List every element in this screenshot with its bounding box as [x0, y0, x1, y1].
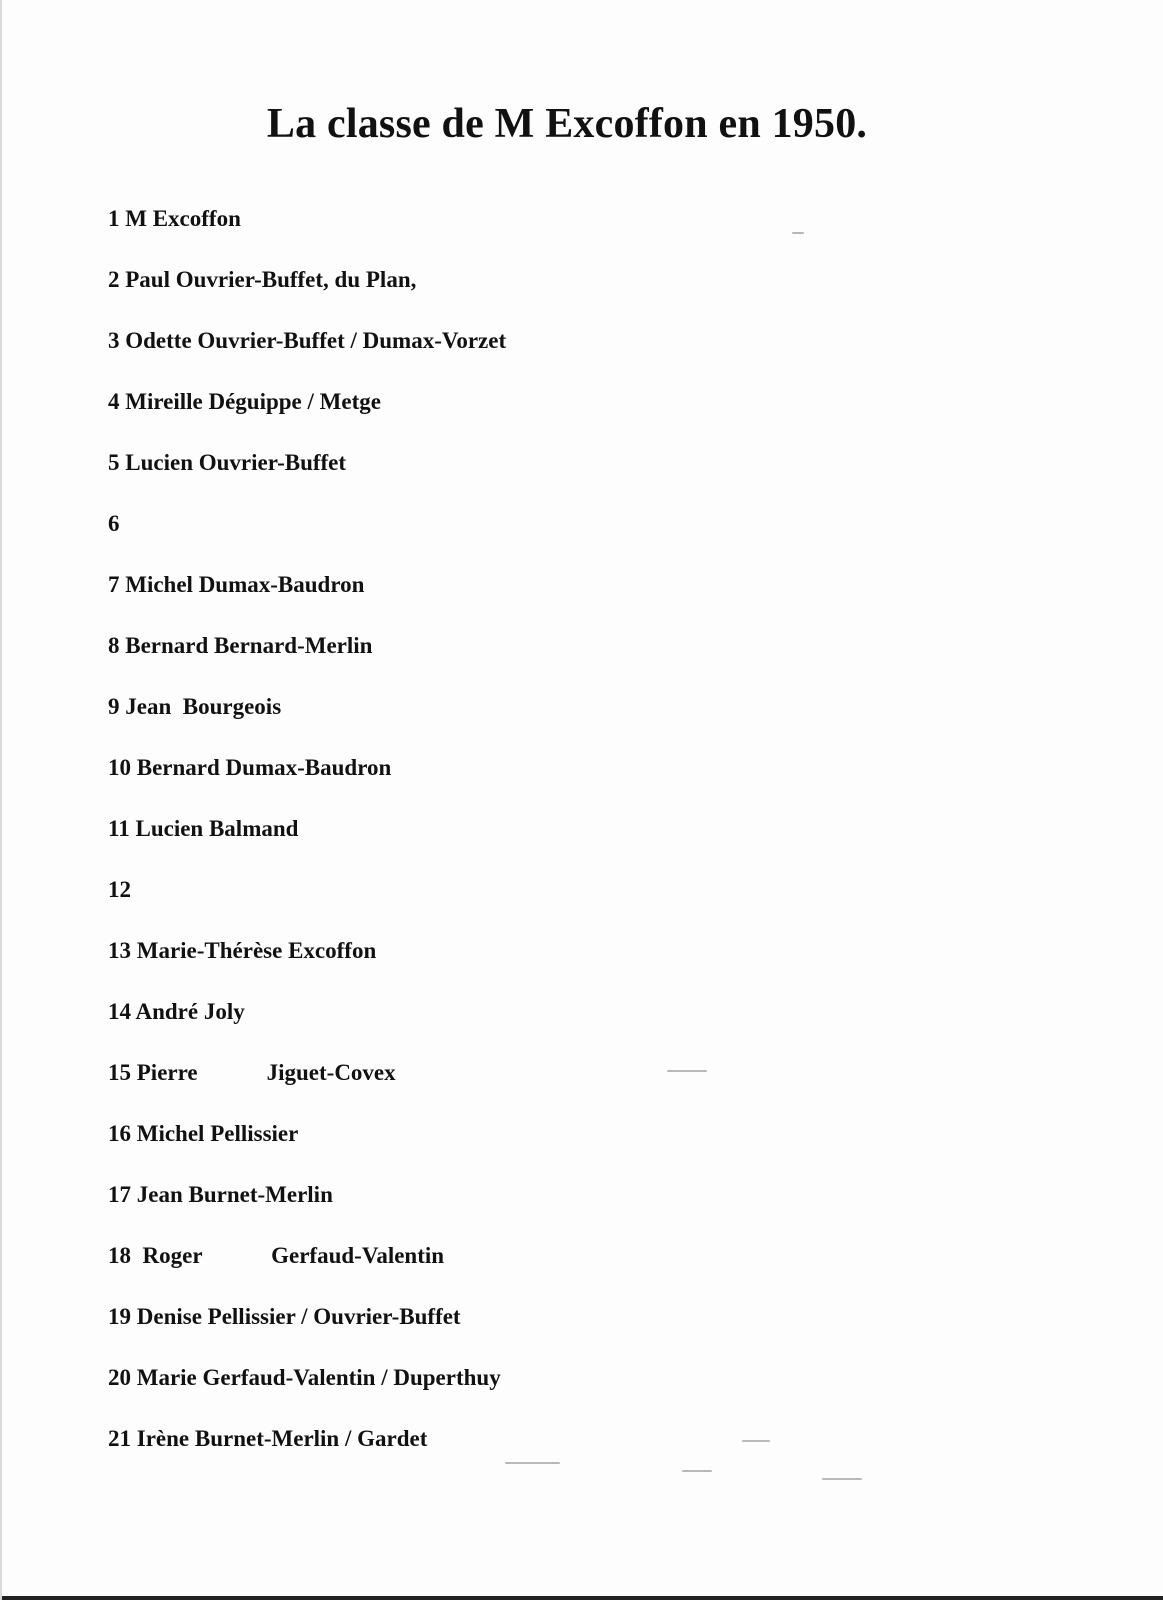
roster-entry: 15 Pierre Jiguet-Covex — [108, 1060, 396, 1085]
roster-entry: 21 Irène Burnet-Merlin / Gardet — [108, 1426, 428, 1451]
scan-speck — [505, 1462, 560, 1464]
roster-entry: 7 Michel Dumax-Baudron — [108, 572, 365, 597]
roster-entry: 12 — [108, 877, 131, 902]
scan-speck — [667, 1070, 707, 1072]
roster-entry: 3 Odette Ouvrier-Buffet / Dumax-Vorzet — [108, 328, 507, 353]
roster-entry: 18 Roger Gerfaud-Valentin — [108, 1243, 445, 1268]
roster-entry: 13 Marie-Thérèse Excoffon — [108, 938, 377, 963]
roster-entry: 11 Lucien Balmand — [108, 816, 299, 841]
roster-entry: 20 Marie Gerfaud-Valentin / Duperthuy — [108, 1365, 501, 1390]
roster-entry: 10 Bernard Dumax-Baudron — [108, 755, 392, 780]
scan-speck — [792, 232, 804, 234]
roster-entry: 17 Jean Burnet-Merlin — [108, 1182, 333, 1207]
roster-entry: 14 André Joly — [108, 999, 245, 1024]
roster-entry: 4 Mireille Déguippe / Metge — [108, 389, 381, 414]
roster-entry: 19 Denise Pellissier / Ouvrier-Buffet — [108, 1304, 461, 1329]
scan-speck — [742, 1440, 770, 1442]
roster-entry: 2 Paul Ouvrier-Buffet, du Plan, — [108, 267, 417, 292]
roster-entry: 5 Lucien Ouvrier-Buffet — [108, 450, 347, 475]
scan-speck — [682, 1470, 712, 1472]
scan-bottom-edge — [2, 1596, 1163, 1600]
page-title: La classe de M Excoffon en 1950. — [266, 101, 868, 147]
scan-speck — [822, 1478, 862, 1480]
roster-entry: 8 Bernard Bernard-Merlin — [108, 633, 373, 658]
roster-entry: 16 Michel Pellissier — [108, 1121, 299, 1146]
class-roster-list — [108, 204, 506, 1485]
roster-entry: 9 Jean Bourgeois — [108, 694, 282, 719]
roster-entry: 6 — [108, 511, 120, 536]
roster-entry: 1 M Excoffon — [108, 206, 241, 231]
